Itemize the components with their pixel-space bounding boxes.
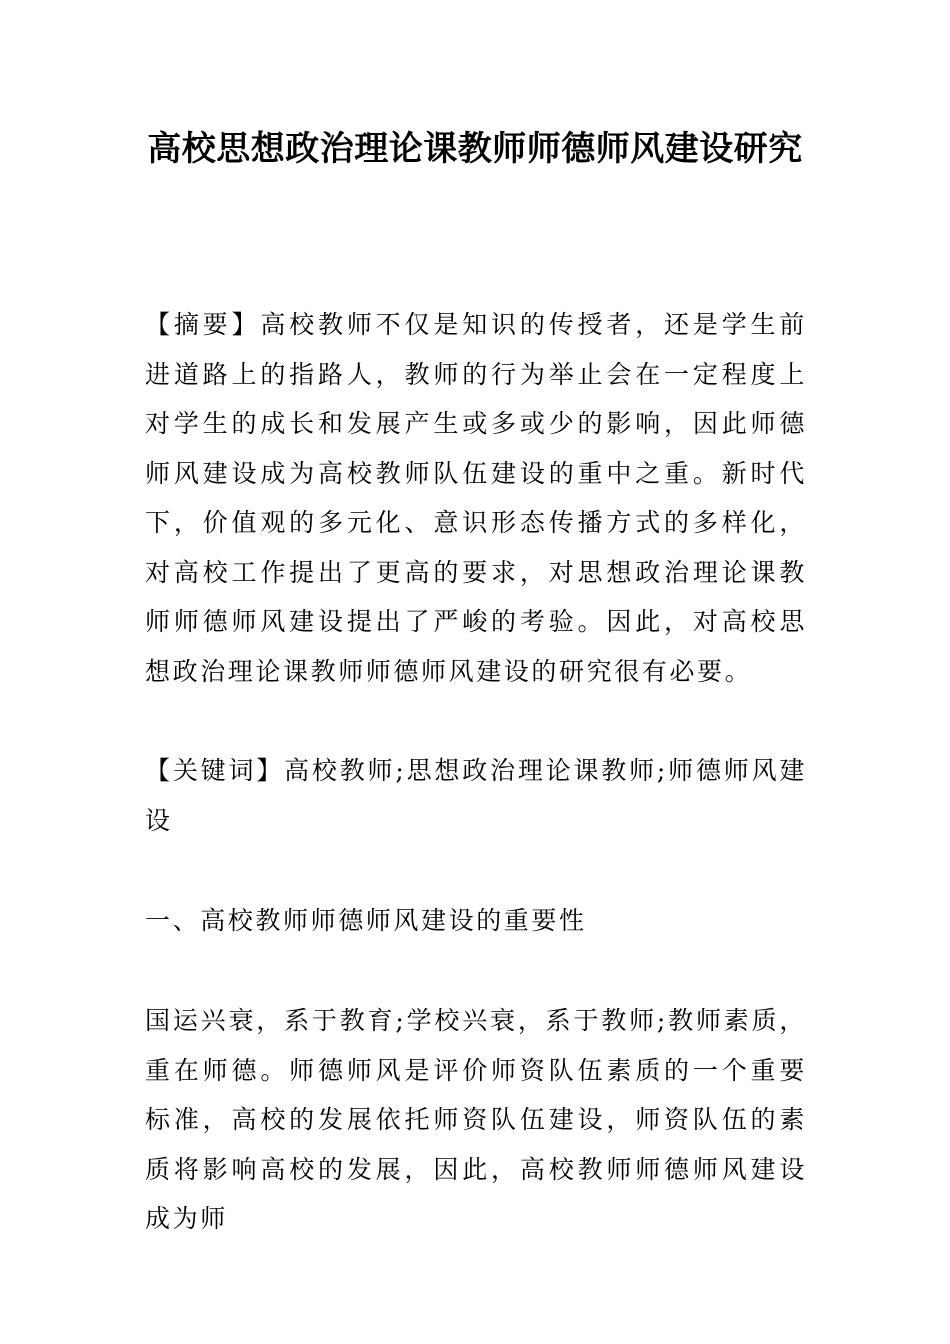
section-heading: 一、高校教师师德师风建设的重要性 [145,906,587,935]
abstract-paragraph: 【摘要】高校教师不仅是知识的传授者，还是学生前进道路上的指路人，教师的行为举止会在一定程度上对学生的成长和发展产生或多或少的影响，因此师德师风建设成为高校教师队伍建设的重中之重。新时代下，价值观的多元化、意识形态传播方式的多样化，对高校工作提出了更高的要求，对思想政治理论课教师师德师风建设提出了严峻的考验。因此，对高校思想政治理论课教师师德师风建设的研究很有必要。 [145,310,807,686]
document-title: 高校思想政治理论课教师师德师风建设研究 [147,129,803,169]
keywords-paragraph: 【关键词】高校教师;思想政治理论课教师;师德师风建设 [145,756,807,835]
section-paragraph: 国运兴衰，系于教育;学校兴衰，系于教师;教师素质，重在师德。师德师风是评价师资队伍素质的一个重要标准，高校的发展依托师资队伍建设，师资队伍的素质将影响高校的发展，因此，高校教师师德师风建设成为师 [145,1006,807,1233]
